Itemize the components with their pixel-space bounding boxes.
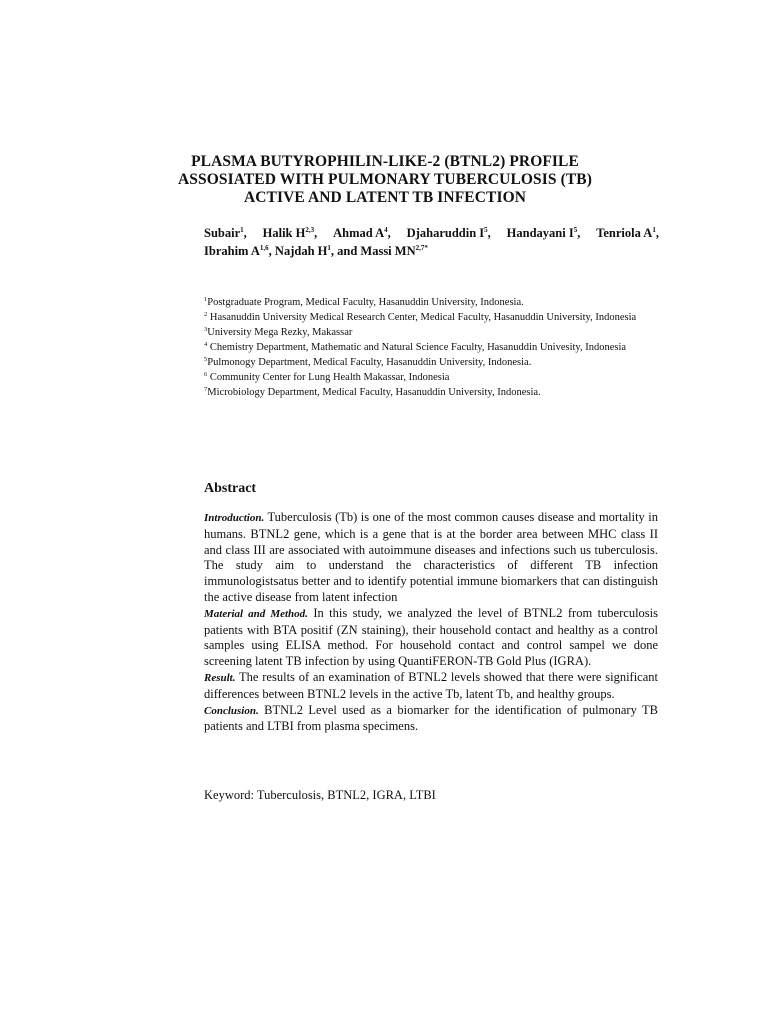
section-label: Result.: [204, 671, 236, 684]
author: Najdah $H^1$, and: [274, 244, 361, 258]
author: Subair$^1$,: [204, 226, 247, 240]
paper-title: [150, 153, 620, 207]
keywords: Keyword: Tuberculosis, BTNL2, IGRA, LTBI: [204, 788, 436, 802]
affiliation-list: [204, 295, 658, 400]
affiliation-item: $^2$ Hasanuddin University Medical Research Center, Medical Faculty, Hasanuddin University, Indonesia: [204, 311, 637, 323]
abstract-method: Material and Method. In this study, we analyzed the level of BTNL2 from tuberculosis patients with BTA positif (ZN staining), their household contact and healthy as a control samples using ELISA method. For household contact and control sampel we done screening latent TB infection by using QuantiFERON-TB Gold Plus (IGRA).: [204, 605, 658, 669]
author: Djaharuddin $I^5$,: [406, 226, 491, 240]
author-line-1: [204, 224, 659, 242]
affiliation-item: $^1$Postgraduate Program, Medical Faculty, Hasanuddin University, Indonesia.: [204, 296, 524, 308]
author: Handayani $I^5$,: [506, 226, 581, 240]
author: Ibrahim A$^{1,6}$,: [204, 244, 275, 258]
author: Halik H$^{2,3}$,: [262, 226, 318, 240]
abstract-conclusion: Conclusion. BTNL2 Level used as a biomarker for the identification of pulmonary TB patients and LTBI from plasma specimens.: [204, 702, 658, 734]
section-label: Conclusion.: [204, 704, 259, 717]
affiliation-item: $^6$ Community Center for Lung Health Makassar, Indonesia: [204, 371, 450, 383]
title-line-2: ASSOSIATED WITH PULMONARY TUBERCULOSIS (TB): [177, 171, 593, 188]
abstract-introduction: Introduction. Tuberculosis (Tb) is one of the most common causes disease and mortality in humans. BTNL2 gene, which is a gene that is at the border area between MHC class II and class III are associated with autoimmune diseases and infections such us tuberculosis. The study aim to understand the characteristics of different TB infection immunologistsatus better and to identify potential immune biomarkers that can distinguish the active disease from latent infection: [204, 510, 658, 604]
section-label: Introduction.: [204, 512, 265, 524]
author: Tenriola $A^1$,: [596, 226, 659, 240]
abstract-result: Result. The results of an examination of BTNL2 levels showed that there were significant differences between BTNL2 levels in the active Tb, latent Tb, and healthy groups.: [204, 669, 658, 701]
affiliation-item: $^3$University Mega Rezky, Makassar: [204, 326, 353, 338]
abstract-body: [204, 510, 658, 735]
author-list: [204, 224, 659, 260]
affiliation-item: $^7$Microbiology Department, Medical Faculty, Hasanuddin University, Indonesia.: [204, 386, 541, 398]
author-line-2: [204, 242, 659, 260]
author: Massi $MN^{2,7*}$: [360, 244, 428, 258]
affiliation-item: $^4$ Chemistry Department, Mathematic and Natural Science Faculty, Hasanuddin Univesity, Indonesia: [204, 341, 627, 353]
title-line-3: ACTIVE AND LATENT TB INFECTION: [243, 189, 527, 206]
affiliation-item: $^5$Pulmonogy Department, Medical Faculty, Hasanuddin University, Indonesia.: [204, 356, 532, 368]
title-line-1: PLASMA BUTYROPHILIN-LIKE-2 (BTNL2) PROFILE: [191, 153, 579, 170]
section-label: Material and Method.: [204, 607, 308, 620]
abstract-heading: Abstract: [204, 481, 257, 496]
author: Ahmad $A^4$,: [333, 226, 391, 240]
